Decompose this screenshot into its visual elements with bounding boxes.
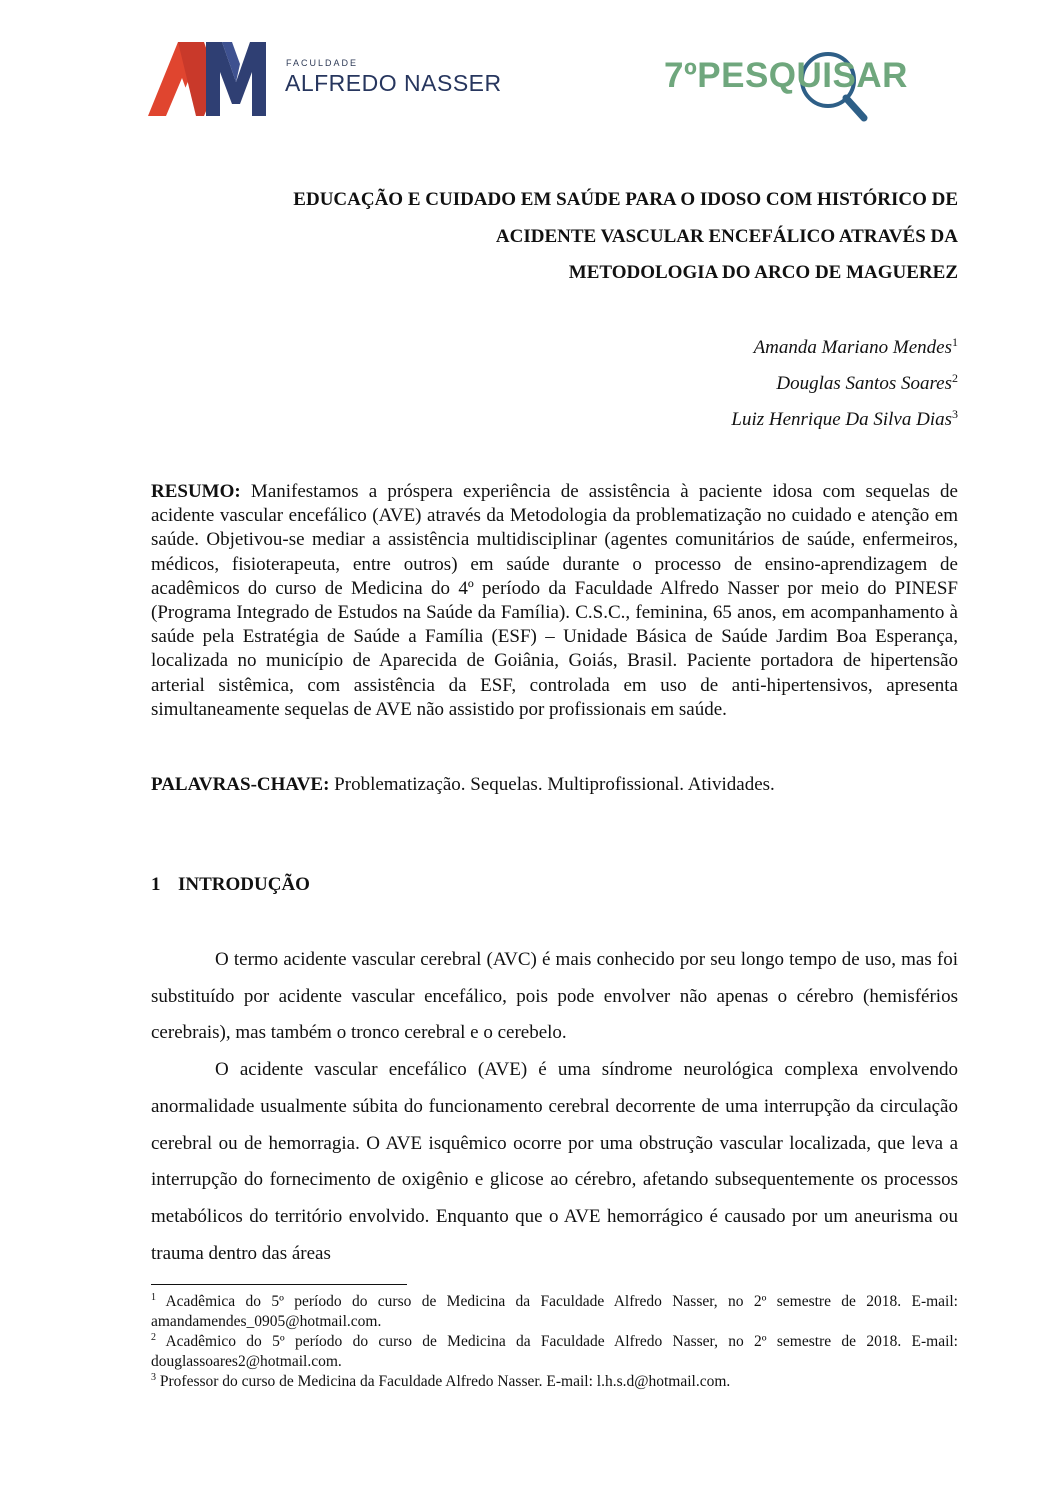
paragraph: O termo acidente vascular cerebral (AVC) é mais conhecido por seu longo tempo de uso, mas foi substituído por acidente vascular encefálico, pois pode envolver não apenas o cérebro (hemisférios cerebrais), mas também o tronco cerebral e o cerebelo. (151, 949, 958, 1044)
footnote-mark: 2 (151, 1332, 156, 1343)
author-name: Douglas Santos Soares (776, 373, 952, 394)
footnote (151, 1332, 958, 1371)
keywords-label: PALAVRAS-CHAVE: (151, 774, 330, 795)
faculdade-alfredo-nasser-logo (148, 38, 502, 120)
logo-title: ALFREDO NASSER (285, 70, 502, 96)
logo-subtitle: FACULDADE (286, 58, 359, 68)
footnote-text: Acadêmico do 5º período do curso de Medicina da Faculdade Alfredo Nasser, no 2º semestre de 2018. E-mail: douglassoares2@hotmail.com. (151, 1333, 958, 1370)
footnote-mark: 1 (952, 335, 958, 349)
section-title: INTRODUÇÃO (178, 874, 310, 895)
section-number: 1 (151, 874, 161, 895)
section-heading (151, 874, 310, 896)
paper-title (150, 182, 958, 292)
pesquisar-event-logo (650, 40, 955, 130)
author (500, 366, 958, 402)
title-line: METODOLOGIA DO ARCO DE MAGUEREZ (568, 262, 958, 283)
footnote-mark: 2 (952, 371, 958, 385)
footnote-mark: 3 (151, 1372, 156, 1383)
event-name: 7ºPESQUISAR (664, 56, 908, 95)
author-name: Amanda Mariano Mendes (753, 337, 952, 358)
footnote-text: Professor do curso de Medicina da Faculdade Alfredo Nasser. E-mail: l.h.s.d@hotmail.com. (159, 1373, 731, 1390)
keywords (151, 773, 958, 797)
footnotes (151, 1292, 958, 1393)
abstract-label: RESUMO: (151, 481, 241, 502)
abstract (151, 480, 958, 722)
footnote (151, 1372, 958, 1392)
paragraph: O acidente vascular encefálico (AVE) é uma síndrome neurológica complexa envolvendo anormalidade usualmente súbita do funcionamento cerebral decorrente de uma interrupção da circulação cerebral ou de hemorragia. O AVE isquêmico ocorre por uma obstrução vascular localizada, que leva a interrupção do fornecimento de oxigênio e glicose ao cérebro, afetando subsequentemente os processos metabólicos do território envolvido. Enquanto que o AVE hemorrágico é causado por um aneurisma ou trauma dentro das áreas (151, 1059, 958, 1264)
page-header (0, 0, 1058, 140)
title-line: EDUCAÇÃO E CUIDADO EM SAÚDE PARA O IDOSO COM HISTÓRICO DE (293, 189, 958, 210)
footnote-mark: 3 (952, 407, 958, 421)
am-monogram-icon (148, 38, 273, 120)
body-text (151, 942, 958, 1272)
footnote-separator (151, 1284, 407, 1285)
title-line: ACIDENTE VASCULAR ENCEFÁLICO ATRAVÉS DA (495, 225, 958, 247)
footnote-text: Acadêmica do 5º período do curso de Medicina da Faculdade Alfredo Nasser, no 2º semestre de 2018. E-mail: amandamendes_0905@hotmail.com. (151, 1293, 958, 1330)
abstract-text: Manifestamos a próspera experiência de assistência à paciente idosa com sequelas de acidente vascular encefálico (AVE) através da Metodologia da problematização no cuidado e atenção em saúde. Objetivou-se mediar a assistência multidisciplinar (agentes comunitários de saúde, enfermeiros, médicos, fisioterapeuta, entre outros) em saúde durante o processo de ensino-aprendizagem de acadêmicos do curso de Medicina do 4º período da Faculdade Alfredo Nasser por meio do PINESF (Programa Integrado de Estudos na Saúde da Família). C.S.C., feminina, 65 anos, em acompanhamento à saúde pela Estratégia de Saúde a Família (ESF) – Unidade Básica de Saúde Jardim Boa Esperança, localizada no município de Aparecida de Goiânia, Goiás, Brasil. Paciente portadora de hipertensão arterial sistêmica, com assistência da ESF, controlada em uso de anti-hipertensivos, apresenta simultaneamente sequelas de AVE não assistido por profissionais em saúde. (151, 481, 958, 720)
author-name: Luiz Henrique Da Silva Dias (731, 409, 952, 430)
author (500, 402, 958, 438)
keywords-text: Problematização. Sequelas. Multiprofissional. Atividades. (334, 774, 775, 795)
footnote (151, 1292, 958, 1331)
author (500, 330, 958, 366)
author-list (500, 330, 958, 438)
footnote-mark: 1 (151, 1292, 156, 1303)
